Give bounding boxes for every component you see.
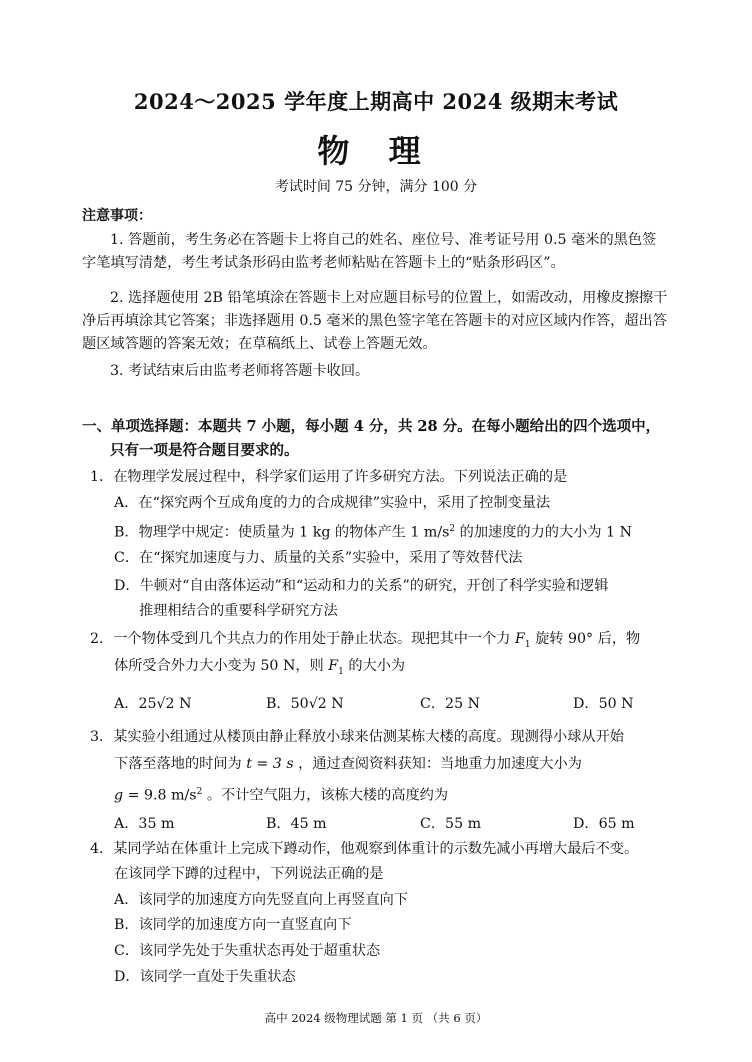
q1-option-d-line1: D．牛顿对“自由落体运动”和“运动和力的关系”的研究，开创了科学实验和逻辑 bbox=[114, 578, 609, 594]
note-item-2: 2. 选择题使用 2B 铅笔填涂在答题卡上对应题目标号的位置上，如需改动，用橡皮擦擦干净后再填涂其它答案；非选择题用 0.5 毫米的黑色签字笔在答题卡的对应区域内作答，超出答题区域答题的答案无效；在草稿纸上、试卷上答题无效。 bbox=[82, 290, 668, 352]
q1-stem: 1．在物理学发展过程中，科学家们运用了许多研究方法。下列说法正确的是 bbox=[90, 469, 568, 485]
section-heading-line1: 一、单项选择题：本题共 7 小题，每小题 4 分，共 28 分。在每小题给出的四个选项中， bbox=[82, 418, 661, 435]
q3-options bbox=[114, 813, 654, 833]
q4-number: 4． bbox=[90, 841, 114, 857]
q3-option-a: A．35 m bbox=[114, 816, 175, 832]
q4-stem-line2: 在该同学下蹲的过程中，下列说法正确的是 bbox=[114, 866, 384, 882]
q2-stem-line1: 2．一个物体受到几个共点力的作用处于静止状态。现把其中一个力 $F_1$ 旋转 90° 后，物 bbox=[90, 631, 641, 650]
exam-title: 2024～2025 学年度上期高中 2024 级期末考试 bbox=[133, 89, 619, 114]
q4-option-a: A．该同学的加速度方向先竖直向上再竖直向下 bbox=[114, 892, 408, 908]
q1-option-a: A．在“探究两个互成角度的力的合成规律”实验中，采用了控制变量法 bbox=[114, 495, 551, 511]
note-item-1: 1. 答题前，考生务必在答题卡上将自己的姓名、座位号、准考证号用 0.5 毫米的黑色签字笔填写清楚，考生考试条形码由监考老师粘贴在答题卡上的“贴条形码区”。 bbox=[82, 232, 657, 271]
q2-stem-line2: 体所受合外力大小变为 50 N，则 $F_1$ 的大小为 bbox=[114, 658, 406, 677]
q1-number: 1． bbox=[90, 469, 114, 485]
exam-info: 考试时间 75 分钟，满分 100 分 bbox=[274, 179, 478, 195]
q2-number: 2． bbox=[90, 631, 114, 647]
q4-stem-line1: 4．某同学站在体重计上完成下蹲动作，他观察到体重计的示数先减小再增大最后不变。 bbox=[90, 841, 639, 857]
q1-option-d-line2: 推理相结合的重要科学研究方法 bbox=[139, 603, 338, 619]
q3-number: 3． bbox=[90, 729, 114, 745]
q1-option-c: C．在“探究加速度与力、质量的关系”实验中，采用了等效替代法 bbox=[114, 550, 523, 566]
q4-option-c: C．该同学先处于失重状态再处于超重状态 bbox=[114, 943, 381, 959]
section-heading-line2: 只有一项是符合题目要求的。 bbox=[110, 442, 299, 459]
q4-option-b: B．该同学的加速度方向一直竖直向下 bbox=[114, 917, 352, 933]
q3-option-d: D．65 m bbox=[573, 816, 635, 832]
q1-option-b: B．物理学中规定：使质量为 1 kg 的物体产生 1 $m/s^2$ 的加速度的力的大小为 1 N bbox=[114, 524, 633, 541]
q3-option-b: B．45 m bbox=[266, 816, 327, 832]
q2-option-a: A．25√2 N bbox=[114, 696, 192, 712]
q3-stem-line1: 3．某实验小组通过从楼顶由静止释放小球来估测某栋大楼的高度。现测得小球从开始 bbox=[90, 729, 624, 745]
q2-option-d: D．50 N bbox=[573, 696, 634, 712]
q2-option-c: C．25 N bbox=[420, 696, 481, 712]
q3-stem-line2: 下落至落地的时间为 t = 3 s ，通过查阅资料获知：当地重力加速度大小为 bbox=[114, 756, 582, 772]
section-heading bbox=[82, 415, 682, 463]
page-footer: 高中 2024 级物理试题 第 1 页 （共 6 页） bbox=[264, 1011, 488, 1025]
q2-options bbox=[114, 693, 654, 713]
q3-stem-line3: g = 9.8 $m/s^2$ 。不计空气阻力，该栋大楼的高度约为 bbox=[114, 787, 449, 804]
note-item-3: 3. 考试结束后由监考老师将答题卡收回。 bbox=[110, 363, 370, 379]
notes-heading: 注意事项： bbox=[82, 208, 152, 224]
subject-title: 物 理 bbox=[317, 132, 435, 170]
q2-option-b: B．50√2 N bbox=[266, 696, 344, 712]
q4-option-d: D．该同学一直处于失重状态 bbox=[114, 969, 296, 985]
q3-option-c: C．55 m bbox=[420, 816, 482, 832]
